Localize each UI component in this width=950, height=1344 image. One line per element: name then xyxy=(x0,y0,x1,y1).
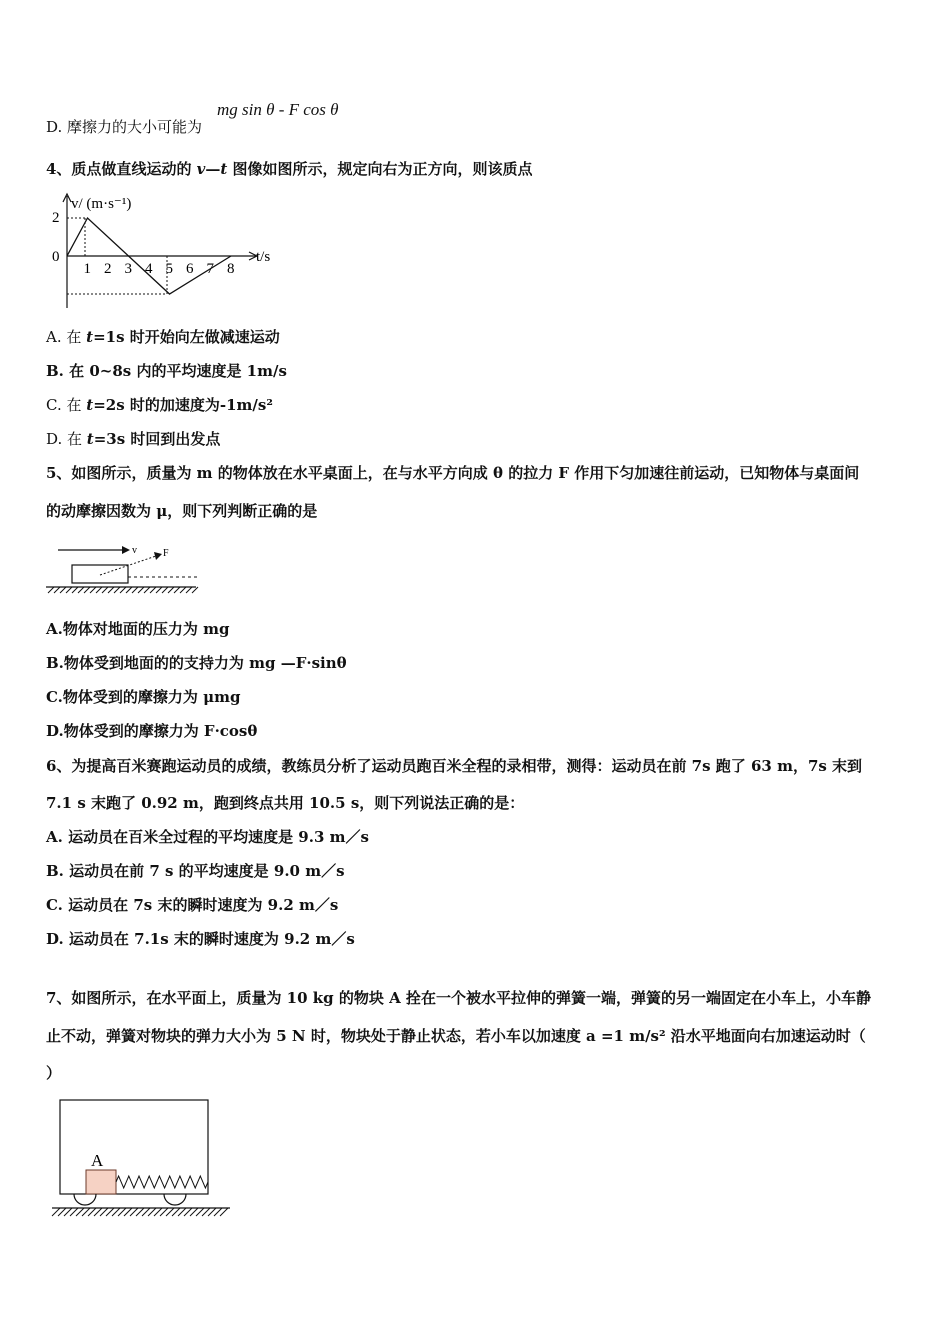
q3-option-d xyxy=(46,116,202,138)
q4-stem-t: t xyxy=(220,160,228,178)
q4-y-axis-label: v/ (m·s⁻¹) xyxy=(71,196,132,212)
q7-stem-line2: 止不动，弹簧对物块的弹力大小为 5 N 时，物块处于静止状态，若小车以加速度 a =1 m/s² 沿水平地面向右加速运动时（ xyxy=(46,1027,866,1045)
hatch-mark xyxy=(162,587,168,593)
q4-origin: 0 xyxy=(52,249,60,265)
q4-option-a-p1: A. 在 xyxy=(46,328,87,346)
hatch-mark xyxy=(138,587,144,593)
q4-x-tick-6: 6 xyxy=(186,261,194,277)
q4-stem-part: 4、质点做直线运动的 xyxy=(46,160,197,178)
q4-option-d xyxy=(46,428,220,450)
q4-option-d-p1: D. 在 xyxy=(46,430,87,448)
hatch-mark xyxy=(54,587,60,593)
hatch-mark xyxy=(102,587,108,593)
q5-block xyxy=(72,565,128,583)
hatch-mark xyxy=(174,587,180,593)
q6-option-a: A. 运动员在百米全过程的平均速度是 9.3 m／s xyxy=(46,828,369,846)
q5-option-a: A.物体对地面的压力为 mg xyxy=(46,620,230,638)
q5-stem-line2: 的动摩擦因数为 μ，则下列判断正确的是 xyxy=(46,502,318,520)
q4-stem-part2: 图像如图所示，规定向右为正方向，则该质点 xyxy=(227,160,533,178)
q5-option-b: B.物体受到地面的的支持力为 mg —F·sinθ xyxy=(46,654,347,672)
hatch-mark xyxy=(72,587,78,593)
q4-option-b xyxy=(46,360,287,382)
q5-f-label: F xyxy=(163,548,169,559)
q4-option-c-p2: =2s 时的加速度为-1m/s² xyxy=(93,396,273,414)
hatch-mark xyxy=(96,587,102,593)
q4-stem-dash: — xyxy=(205,160,221,178)
hatch-mark xyxy=(90,587,96,593)
q4-option-d-t: t xyxy=(86,430,94,448)
hatch-mark xyxy=(192,587,198,593)
q6-option-b: B. 运动员在前 7 s 的平均速度是 9.0 m／s xyxy=(46,862,345,880)
q4-x-tick-3: 3 xyxy=(124,261,132,277)
q5-stem-line1: 5、如图所示，质量为 m 的物体放在水平桌面上，在与水平方向成 θ 的拉力 F 作用下匀加速往前运动，已知物体与桌面间 xyxy=(46,464,860,482)
hatch-mark xyxy=(180,587,186,593)
q4-option-d-p2: =3s 时回到出发点 xyxy=(93,430,221,448)
hatch-mark xyxy=(150,587,156,593)
hatch-mark xyxy=(156,587,162,593)
hatch-mark xyxy=(108,587,114,593)
q4-x-ticks xyxy=(84,261,235,277)
q4-vt-graph xyxy=(44,188,284,313)
q7-block-a xyxy=(86,1170,116,1194)
q4-option-c xyxy=(46,394,273,416)
q4-x-tick-2: 2 xyxy=(104,261,112,277)
hatch-mark xyxy=(144,587,150,593)
q6-stem-line1: 6、为提高百米赛跑运动员的成绩，教练员分析了运动员跑百米全程的录相带，测得：运动员在前 7s 跑了 63 m，7s 末到 xyxy=(46,757,863,775)
hatch-mark xyxy=(48,587,54,593)
q4-option-c-p1: C. 在 xyxy=(46,396,87,414)
q6-option-d: D. 运动员在 7.1s 末的瞬时速度为 9.2 m／s xyxy=(46,930,355,948)
q6-option-c: C. 运动员在 7s 末的瞬时速度为 9.2 m／s xyxy=(46,896,339,914)
q4-x-tick-5: 5 xyxy=(165,261,173,277)
q4-x-tick-7: 7 xyxy=(206,261,214,277)
q4-x-tick-8: 8 xyxy=(227,261,235,277)
q7-right-wheel xyxy=(164,1194,186,1205)
hatch-mark xyxy=(60,587,66,593)
q4-option-a xyxy=(46,326,280,348)
q4-option-a-t: t xyxy=(86,328,94,346)
q7-figure xyxy=(48,1096,234,1222)
hatch-mark xyxy=(66,587,72,593)
hatch-mark xyxy=(132,587,138,593)
q5-v-label: v xyxy=(132,545,137,556)
q4-stem xyxy=(46,158,533,180)
q6-stem-line2: 7.1 s 末跑了 0.92 m，跑到终点共用 10.5 s，则下列说法正确的是： xyxy=(46,794,525,812)
hatch-mark xyxy=(78,587,84,593)
q4-x-tick-4: 4 xyxy=(145,261,153,277)
q4-option-b-text: B. 在 0~8s 内的平均速度是 1m/s xyxy=(46,362,287,380)
q7-ground-hatch xyxy=(52,1208,228,1216)
q5-ground-hatch xyxy=(48,587,198,593)
hatch-mark xyxy=(168,587,174,593)
q5-velocity-arrowhead xyxy=(122,546,130,554)
q4-option-a-p2: =1s 时开始向左做减速运动 xyxy=(93,328,280,346)
q5-figure xyxy=(44,540,204,602)
q7-left-wheel xyxy=(74,1194,96,1205)
q7-block-label: A xyxy=(91,1151,104,1170)
q7-spring xyxy=(116,1176,208,1188)
hatch-mark xyxy=(186,587,192,593)
q7-stem-line1: 7、如图所示，在水平面上，质量为 10 kg 的物块 A 拴在一个被水平拉伸的弹簧一端，弹簧的另一端固定在小车上，小车静 xyxy=(46,989,871,1007)
q7-stem-line3: ） xyxy=(46,1064,62,1082)
hatch-mark xyxy=(126,587,132,593)
q5-option-c: C.物体受到的摩擦力为 μmg xyxy=(46,688,241,706)
q5-force-arrowhead xyxy=(154,552,162,560)
q3-option-d-formula: mg sin θ - F cos θ xyxy=(217,100,339,119)
q7-cart-body xyxy=(60,1100,208,1194)
hatch-mark xyxy=(84,587,90,593)
q4-option-c-t: t xyxy=(86,396,94,414)
hatch-mark xyxy=(120,587,126,593)
q4-x-tick-1: 1 xyxy=(83,261,91,277)
hatch-mark xyxy=(114,587,120,593)
q4-stem-v: v xyxy=(196,160,206,178)
q4-x-axis-label: t/s xyxy=(256,249,271,265)
q4-y-tick-2: 2 xyxy=(52,210,60,226)
q3-option-d-text: D. 摩擦力的大小可能为 xyxy=(46,118,203,136)
q5-option-d: D.物体受到的摩擦力为 F·cosθ xyxy=(46,722,258,740)
